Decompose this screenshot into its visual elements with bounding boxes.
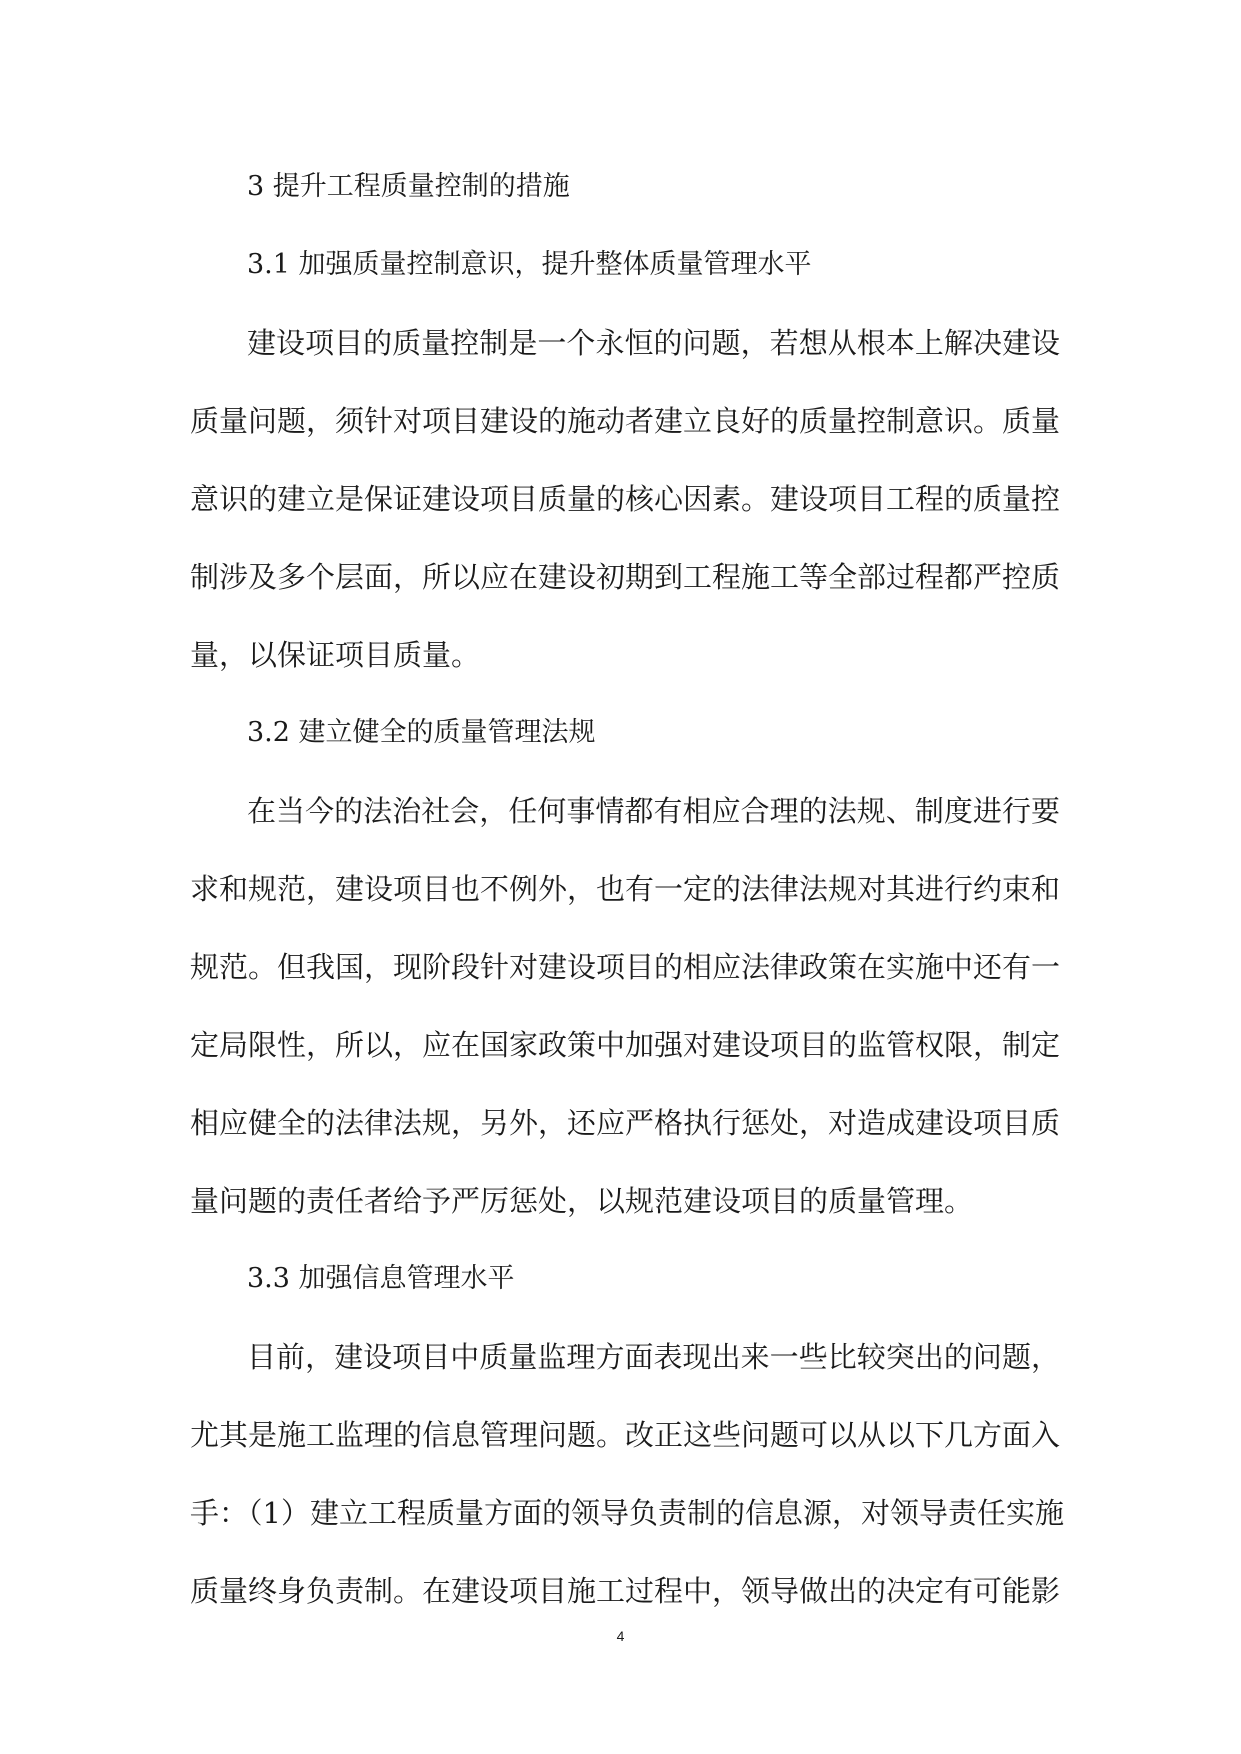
paragraph-3-1 — [190, 304, 1060, 694]
paragraph-3-3 — [190, 1318, 1064, 1630]
paragraph-line: 量，以保证项目质量。 — [190, 638, 481, 672]
paragraph-line: 相应健全的法律法规，另外，还应严格执行惩处，对造成建设项目质 — [190, 1106, 1061, 1140]
paragraph-line: 求和规范，建设项目也不例外，也有一定的法律法规对其进行约束和 — [190, 872, 1061, 906]
paragraph-line: 定局限性，所以，应在国家政策中加强对建设项目的监管权限，制定 — [190, 1028, 1061, 1062]
paragraph-line: 质量问题，须针对项目建设的施动者建立良好的质量控制意识。质量 — [190, 404, 1061, 438]
page-number: 4 — [616, 1628, 625, 1644]
paragraph-line: 建设项目的质量控制是一个永恒的问题，若想从根本上解决建设 — [247, 326, 1060, 360]
paragraph-line: 制涉及多个层面，所以应在建设初期到工程施工等全部过程都严控质 — [190, 560, 1061, 594]
section-heading-3-3: 3.3 加强信息管理水平 — [247, 1263, 515, 1294]
paragraph-3-2 — [190, 772, 1060, 1240]
paragraph-line: 在当今的法治社会，任何事情都有相应合理的法规、制度进行要 — [247, 794, 1060, 828]
paragraph-line: 目前，建设项目中质量监理方面表现出来一些比较突出的问题， — [247, 1340, 1060, 1374]
paragraph-line: 质量终身负责制。在建设项目施工过程中，领导做出的决定有可能影 — [190, 1574, 1061, 1608]
section-heading-3-1: 3.1 加强质量控制意识，提升整体质量管理水平 — [247, 249, 812, 280]
paragraph-line: 意识的建立是保证建设项目质量的核心因素。建设项目工程的质量控 — [190, 482, 1061, 516]
paragraph-line: 量问题的责任者给予严厉惩处，以规范建设项目的质量管理。 — [190, 1184, 974, 1218]
section-heading-3-2: 3.2 建立健全的质量管理法规 — [247, 717, 596, 748]
section-heading-3: 3 提升工程质量控制的措施 — [247, 171, 570, 202]
paragraph-line: 规范。但我国，现阶段针对建设项目的相应法律政策在实施中还有一 — [190, 950, 1061, 984]
paragraph-line: 尤其是施工监理的信息管理问题。改正这些问题可以从以下几方面入 — [190, 1418, 1061, 1452]
paragraph-line: 手：（1）建立工程质量方面的领导负责制的信息源，对领导责任实施 — [190, 1496, 1064, 1530]
page-body — [190, 148, 1064, 1630]
